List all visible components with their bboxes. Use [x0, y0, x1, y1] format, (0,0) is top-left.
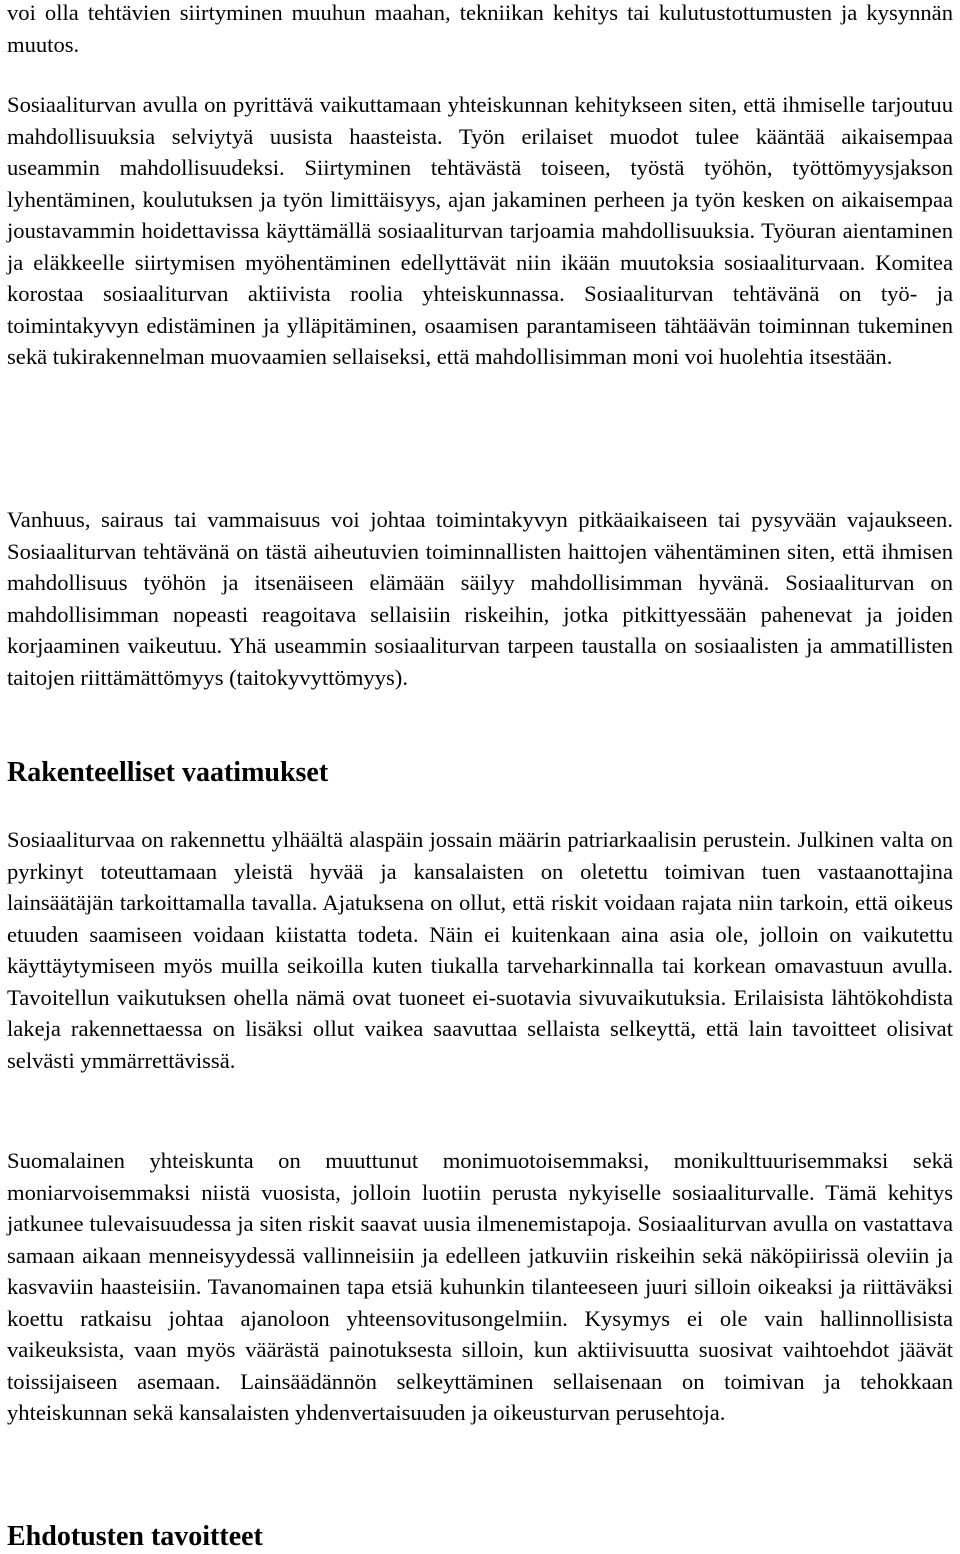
- paragraph: voi olla tehtävien siirtyminen muuhun maahan, tekniikan kehitys tai kulutustottumusten ja kysynnän muutos.: [7, 0, 953, 57]
- paragraph: Suomalainen yhteiskunta on muuttunut monimuotoisemmaksi, monikulttuurisemmaksi sekä moniarvoisemmaksi niistä vuosista, jolloin luotiin perusta nykyiselle sosiaaliturvalle. Tämä kehitys jatkunee tulevaisuudessa ja siten riskit saavat uusia ilmenemistapoja. Sosiaaliturvan avulla on vastattava samaan aikaan menneisyydessä vallinneisiin ja edelleen jatkuviin riskeihin sekä näköpiirissä oleviin ja kasvaviin haasteisiin. Tavanomainen tapa etsiä kuhunkin tilanteeseen juuri silloin oikeaksi ja riittäväksi koettu ratkaisu johtaa ajanoloon yhteensovitusongelmiin. Kysymys ei ole vain hallinnollisista vaikeuksista, vaan myös väärästä painotuksesta silloin, kun aktiivisuutta suosivat vaihtoehdot jäävät toissijaiseen asemaan. Lainsäädännön selkeyttäminen sellaisenaan on toimivan ja tehokkaan yhteiskunnan sekä kansalaisten yhdenvertaisuuden ja oikeusturvan perusehtoja.: [7, 1148, 953, 1425]
- paragraph: Sosiaaliturvan avulla on pyrittävä vaikuttamaan yhteiskunnan kehitykseen siten, että ihmiselle tarjoutuu mahdollisuuksia selviytyä uusista haasteista. Työn erilaiset muodot tulee kääntää aikaisempaa useammin mahdollisuudeksi. Siirtyminen tehtävästä toiseen, työstä työhön, työttömyysjakson lyhentäminen, koulutuksen ja työn limittäisyys, ajan jakaminen perheen ja työn kesken on aikaisempaa joustavammin hoidettavissa käyttämällä sosiaaliturvan tarjoamia mahdollisuuksia. Työuran aientaminen ja eläkkeelle siirtymisen myöhentäminen edellyttävät niin ikään muutoksia sosiaaliturvaan. Komitea korostaa sosiaaliturvan aktiivista roolia yhteiskunnassa. Sosiaaliturvan tehtävänä on työ- ja toimintakyvyn edistäminen ja ylläpitäminen, osaamisen parantamiseen tähtäävän toiminnan tukeminen sekä tukirakennelman muovaamien sellaiseksi, että mahdollisimman moni voi huolehtia itsestään.: [7, 92, 953, 369]
- section-heading: Ehdotusten tavoitteet: [7, 1521, 263, 1552]
- paragraph: Vanhuus, sairaus tai vammaisuus voi johtaa toimintakyvyn pitkäaikaiseen tai pysyvään vajaukseen. Sosiaaliturvan tehtävänä on tästä aiheutuvien toiminnallisten haittojen vähentäminen siten, että ihmisen mahdollisuus työhön ja itsenäiseen elämään säilyy mahdollisimman hyvänä. Sosiaaliturvan on mahdollisimman nopeasti reagoitava sellaisiin riskeihin, jotka pitkittyessään pahenevat ja joiden korjaaminen vaikeutuu. Yhä useammin sosiaaliturvan tarpeen taustalla on sosiaalisten ja ammatillisten taitojen riittämättömyys (taitokyvyttömyys).: [7, 507, 953, 690]
- section-heading: Rakenteelliset vaatimukset: [7, 757, 329, 788]
- paragraph: Sosiaaliturvaa on rakennettu ylhäältä alaspäin jossain määrin patriarkaalisin perustein. Julkinen valta on pyrkinyt toteuttamaan yleistä hyvää ja kansalaisten on oletettu toimivan tuen vastaanottajina lainsäätäjän tarkoittamalla tavalla. Ajatuksena on ollut, että riskit voidaan rajata niin tarkoin, että oikeus etuuden saamiseen voidaan kiistatta todeta. Näin ei kuitenkaan aina asia ole, jolloin on vaikutettu käyttäytymiseen myös muilla seikoilla kuten tiukalla tarveharkinnalla tai korkean omavastuun avulla. Tavoitellun vaikutuksen ohella nämä ovat tuoneet ei-suotavia sivuvaikutuksia. Erilaisista lähtökohdista lakeja rakennettaessa on lisäksi ollut vaikea saavuttaa sellaista selkeyttä, että lain tavoitteet olisivat selvästi ymmärrettävissä.: [7, 827, 953, 1073]
